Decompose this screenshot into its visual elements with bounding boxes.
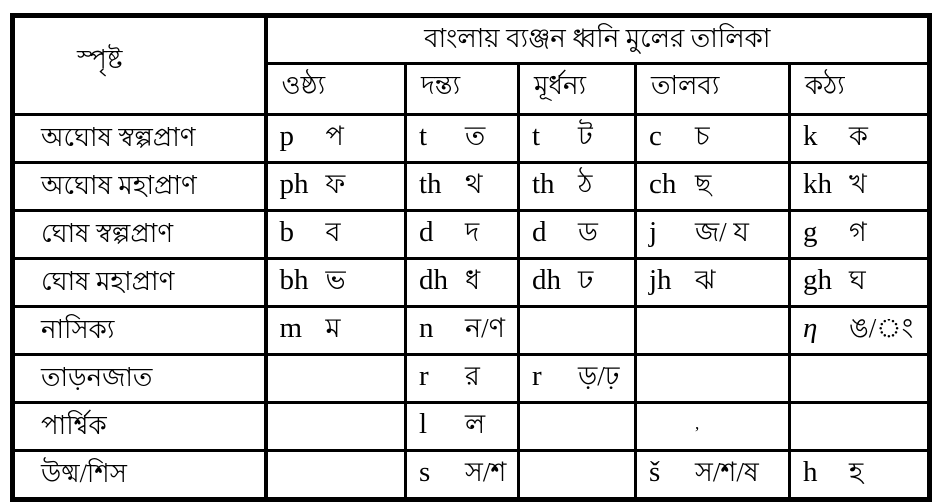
roman-symbol: dh — [532, 264, 561, 296]
phoneme-cell — [266, 403, 406, 451]
phoneme-cell — [406, 451, 519, 500]
row-label: ঘোষ স্বল্পপ্রাণ — [13, 211, 266, 259]
phoneme-cell — [519, 355, 636, 403]
roman-symbol: s — [419, 456, 431, 488]
phoneme-cell — [790, 163, 930, 211]
roman-symbol: g — [803, 216, 818, 248]
phoneme-cell — [519, 163, 636, 211]
bengali-letters: থ — [465, 169, 483, 199]
phoneme-cell — [406, 307, 519, 355]
phoneme-cell — [519, 259, 636, 307]
phoneme-cell — [406, 259, 519, 307]
bengali-letters: হ — [849, 457, 864, 487]
bengali-letters: ঝ — [695, 265, 716, 295]
column-header-labial: ওষ্ঠ্য — [266, 64, 406, 115]
table-row-fricative-sibilant — [13, 451, 930, 500]
bengali-letters: ব — [325, 217, 341, 247]
consonant-phoneme-table — [10, 13, 932, 502]
stray-mark: , — [695, 414, 700, 433]
bengali-letters: ল — [465, 409, 486, 439]
bengali-letters: র — [465, 361, 480, 391]
bengali-letters: স/শ/ষ — [695, 457, 759, 487]
phoneme-cell — [790, 451, 930, 500]
phoneme-cell — [519, 211, 636, 259]
roman-symbol: r — [532, 360, 542, 392]
roman-symbol: h — [803, 456, 818, 488]
bengali-letters: জ/ য — [695, 217, 749, 247]
roman-symbol: c — [649, 120, 662, 152]
phoneme-cell — [636, 355, 790, 403]
table-row-voiced-aspirated — [13, 259, 930, 307]
row-label: ঘোষ মহাপ্রাণ — [13, 259, 266, 307]
bengali-letters: ড — [578, 217, 598, 247]
roman-symbol: th — [419, 168, 442, 200]
roman-symbol: k — [803, 120, 818, 152]
phoneme-cell — [790, 307, 930, 355]
phoneme-cell — [790, 259, 930, 307]
roman-symbol: ch — [649, 168, 677, 200]
bengali-letters: ধ — [465, 265, 481, 295]
bengali-letters: দ — [465, 217, 480, 247]
title-row — [13, 16, 930, 64]
roman-symbol: d — [419, 216, 434, 248]
phoneme-cell — [406, 163, 519, 211]
bengali-letters: স/শ — [465, 457, 507, 487]
roman-symbol: b — [279, 216, 294, 248]
bengali-letters: ক — [849, 121, 868, 151]
phoneme-cell — [636, 211, 790, 259]
row-label: তাড়নজাত — [13, 355, 266, 403]
phoneme-cell — [636, 451, 790, 500]
bengali-letters: প — [325, 121, 344, 151]
roman-symbol: th — [532, 168, 555, 200]
phoneme-cell — [406, 403, 519, 451]
phoneme-cell — [406, 211, 519, 259]
roman-symbol: j — [649, 216, 658, 248]
row-label: উষ্ম/শিস — [13, 451, 266, 500]
table-row-lateral — [13, 403, 930, 451]
phoneme-cell — [266, 355, 406, 403]
phoneme-cell — [519, 115, 636, 163]
bengali-letters: ঢ — [578, 265, 594, 295]
table-row-flap — [13, 355, 930, 403]
phoneme-cell — [636, 403, 790, 451]
phoneme-cell — [636, 163, 790, 211]
table-row-voiced-unaspirated — [13, 211, 930, 259]
roman-symbol: bh — [279, 264, 309, 296]
row-label: পার্শ্বিক — [13, 403, 266, 451]
phoneme-cell — [636, 115, 790, 163]
column-header-retroflex: মূর্ধন্য — [519, 64, 636, 115]
phoneme-cell — [266, 211, 406, 259]
roman-symbol: š — [649, 456, 661, 488]
roman-symbol: kh — [803, 168, 832, 200]
column-header-velar: কঠ্য — [790, 64, 930, 115]
phoneme-cell — [406, 115, 519, 163]
bengali-letters: ভ — [325, 265, 346, 295]
phoneme-cell — [790, 355, 930, 403]
bengali-letters: গ — [849, 217, 867, 247]
phoneme-cell — [790, 115, 930, 163]
row-label: অঘোষ মহাপ্রাণ — [13, 163, 266, 211]
phoneme-cell — [266, 163, 406, 211]
roman-symbol: t — [532, 120, 541, 152]
phoneme-cell — [266, 307, 406, 355]
phoneme-cell — [519, 307, 636, 355]
roman-symbol: t — [419, 120, 428, 152]
phoneme-cell — [266, 259, 406, 307]
bengali-letters: ত — [465, 121, 486, 151]
phoneme-cell — [790, 403, 930, 451]
roman-symbol: p — [279, 120, 294, 152]
table-row-voiceless-aspirated — [13, 163, 930, 211]
phoneme-cell — [519, 451, 636, 500]
roman-symbol: gh — [803, 264, 832, 296]
row-label: নাসিক্য — [13, 307, 266, 355]
phoneme-cell — [636, 307, 790, 355]
bengali-letters: ফ — [325, 169, 346, 199]
phoneme-cell — [266, 451, 406, 500]
bengali-letters: খ — [849, 169, 867, 199]
phoneme-cell — [266, 115, 406, 163]
table-title: বাংলায় ব্যঞ্জন ধ্বনি মুলের তালিকা — [266, 16, 930, 64]
bengali-letters: ট — [578, 121, 593, 151]
roman-symbol: dh — [419, 264, 448, 296]
roman-symbol: r — [419, 360, 429, 392]
roman-symbol: jh — [649, 264, 672, 296]
roman-symbol: m — [279, 312, 303, 344]
bengali-letters: ঙ/◌ং — [849, 313, 914, 343]
table-row-nasal — [13, 307, 930, 355]
row-label: অঘোষ স্বল্পপ্রাণ — [13, 115, 266, 163]
column-header-dental: দন্ত্য — [406, 64, 519, 115]
bengali-letters: ম — [325, 313, 341, 343]
phoneme-cell — [519, 403, 636, 451]
roman-symbol: ph — [279, 168, 309, 200]
roman-symbol: d — [532, 216, 547, 248]
roman-symbol: n — [419, 312, 434, 344]
table-row-voiceless-unaspirated — [13, 115, 930, 163]
bengali-letters: ন/ণ — [465, 313, 505, 343]
corner-label: স্পৃষ্ট — [13, 16, 266, 115]
phoneme-cell — [406, 355, 519, 403]
roman-symbol: l — [419, 408, 428, 440]
bengali-letters: ঠ — [578, 169, 593, 199]
phoneme-cell — [636, 259, 790, 307]
bengali-letters: ড়/ঢ় — [578, 361, 620, 391]
roman-symbol: η — [803, 312, 818, 344]
bengali-letters: ঘ — [849, 265, 866, 295]
bengali-letters: চ — [695, 121, 710, 151]
bengali-letters: ছ — [695, 169, 712, 199]
column-header-palatal: তালব্য — [636, 64, 790, 115]
phoneme-cell — [790, 211, 930, 259]
